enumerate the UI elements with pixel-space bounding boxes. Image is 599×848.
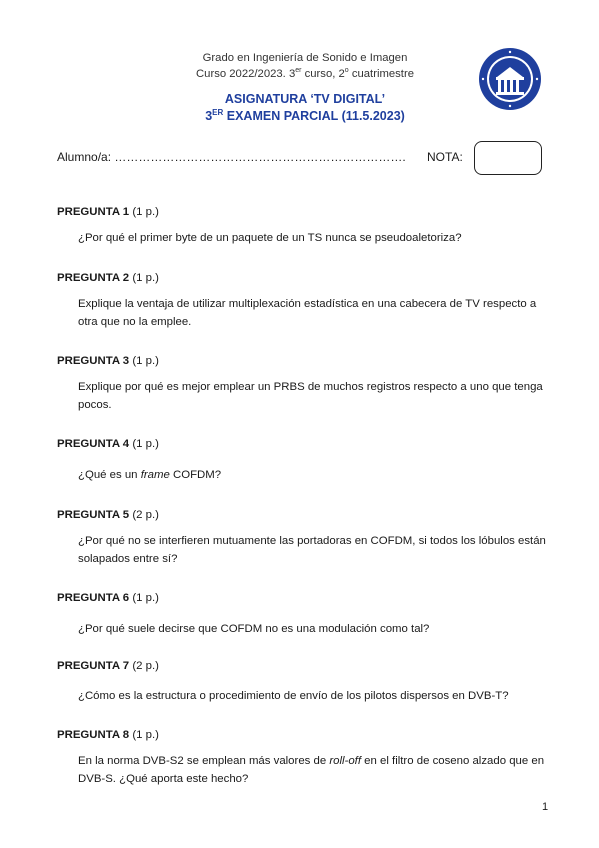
- question-7-text: ¿Cómo es la estructura o procedimiento de envío de los pilotos dispersos en DVB-T?: [78, 690, 509, 702]
- question-3-heading: PREGUNTA 3 (1 p.): [57, 355, 159, 367]
- page-number: 1: [542, 801, 549, 813]
- question-6-text: ¿Por qué suele decirse que COFDM no es una modulación como tal?: [78, 623, 430, 635]
- student-name-line: Alumno/a: ……………………………………………………………….: [57, 150, 406, 164]
- question-7-heading: PREGUNTA 7 (2 p.): [57, 660, 159, 672]
- grade-label: NOTA:: [427, 150, 463, 164]
- question-5-heading: PREGUNTA 5 (2 p.): [57, 509, 159, 521]
- question-2-text: Explique la ventaja de utilizar multiplexación estadística en una cabecera de TV respecto a otra que no la emplee.: [78, 298, 537, 328]
- question-1-text: ¿Por qué el primer byte de un paquete de un TS nunca se pseudoaletoriza?: [78, 232, 462, 244]
- exam-title: 3ER EXAMEN PARCIAL (11.5.2023): [205, 108, 405, 124]
- degree-line: Grado en Ingeniería de Sonido e Imagen: [202, 52, 408, 64]
- question-1-heading: PREGUNTA 1 (1 p.): [57, 206, 159, 218]
- question-8-text: En la norma DVB-S2 se emplean más valores de roll-off en el filtro de coseno alzado que en DVB-S. ¿Qué aporta este hecho?: [78, 755, 545, 785]
- grade-box: [474, 141, 542, 175]
- university-seal-icon: [478, 47, 542, 111]
- subject-title: ASIGNATURA ‘TV DIGITAL’: [224, 92, 386, 106]
- question-4-text: ¿Qué es un frame COFDM?: [78, 469, 222, 481]
- question-5-text: ¿Por qué no se interfieren mutuamente las portadoras en COFDM, si todos los lóbulos están solapados entre sí?: [78, 535, 546, 565]
- question-8-heading: PREGUNTA 8 (1 p.): [57, 729, 159, 741]
- question-6-heading: PREGUNTA 6 (1 p.): [57, 592, 159, 604]
- question-2-heading: PREGUNTA 2 (1 p.): [57, 272, 159, 284]
- question-4-heading: PREGUNTA 4 (1 p.): [57, 438, 159, 450]
- course-line: Curso 2022/2023. 3er curso, 2$^o$ cuatrimestre: [196, 67, 414, 80]
- question-3-text: Explique por qué es mejor emplear un PRBS de muchos registros respecto a uno que tenga pocos.: [78, 381, 543, 411]
